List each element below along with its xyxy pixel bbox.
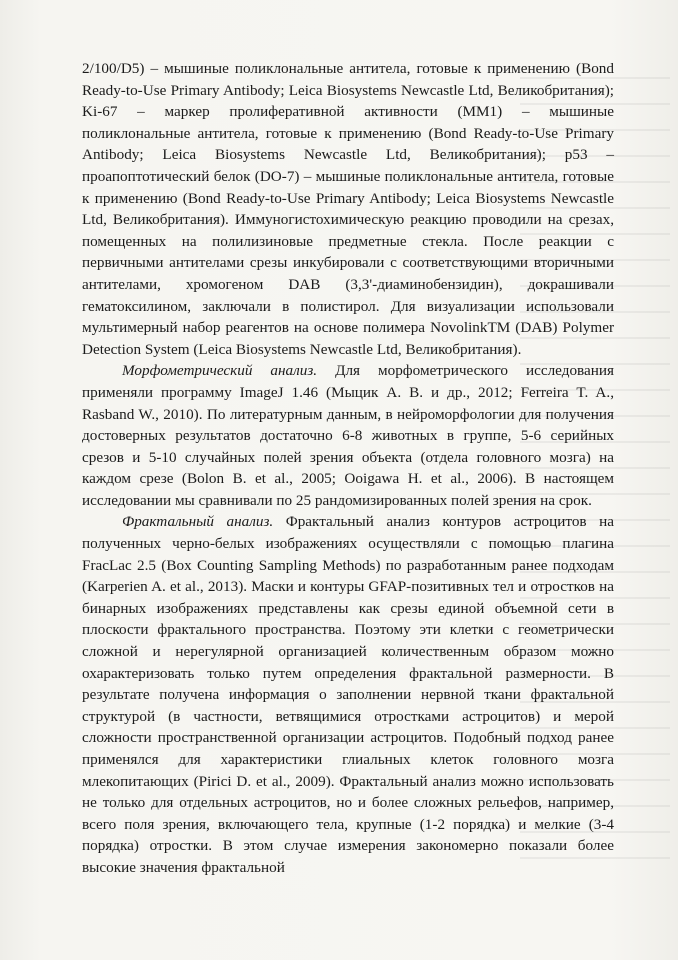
section-heading-fractal: Фрактальный анализ. (122, 513, 274, 531)
paragraph-fractal-analysis (82, 511, 614, 878)
paragraph-fractal-text: Фрактальный анализ контуров астроцитов на полученных черно-белых изображениях осуществляли с помощью плагина FracLac 2.5 (Box Counting Sampling Methods) по разработанным ранее подходам (Karperien A. et al., 2013). Маски и контуры GFAP-позитивных тел и отростков на бинарных изображениях представлены как срезы единой объемной сети в плоскости фрактального пространства. Поэтому эти клетки с геометрически сложной и нерегулярной организацией количественным образом можно охарактеризовать только путем определения фрактальной размерности. В результате получена информация о заполнении нервной ткани фрактальной структурой (в частности, ветвящимися отростками астроцитов) и мерой сложности пространственной организации астроцитов. Подобный подход ранее применялся для характеристики глиальных клеток головного мозга млекопитающих (Pirici D. et al., 2009). Фрактальный анализ можно использовать не только для отдельных астроцитов, но и более сложных рельефов, например, всего поля зрения, включающего тела, крупные (1-2 порядка) и мелкие (3-4 порядка) отростки. В этом случае измерения закономерно показали более высокие значения фрактальной (82, 513, 614, 876)
document-body (82, 58, 614, 879)
paragraph-morphometric-text: Для морфометрического исследования применяли программу ImageJ 1.46 (Мыцик А. В. и др., 2012; Ferreira T. A., Rasband W., 2010). По литературным данным, в нейроморфологии для получения достоверных результатов достаточно 6-8 животных в группе, 5-6 серийных срезов и 5-10 случайных полей зрения объекта (отдела головного мозга) на каждом срезе (Bolon B. et al., 2005; Ooigawa H. et al., 2006). В настоящем исследовании мы сравнивали по 25 рандомизированных полей зрения на срок. (82, 362, 614, 509)
paragraph-morphometric-analysis (82, 360, 614, 511)
section-heading-morphometric: Морфометрический анализ. (122, 362, 318, 380)
paragraph-antibodies: 2/100/D5) – мышиные поликлональные антитела, готовые к применению (Bond Ready-to-Use Primary Antibody; Leica Biosystems Newcastle Ltd, Великобритания); Ki-67 – маркер пролиферативной активности (MM1) – мышиные поликлональные антитела, готовые к применению (Bond Ready-to-Use Primary Antibody; Leica Biosystems Newcastle Ltd, Великобритания); p53 – проапоптотический белок (DO-7) – мышиные поликлональные антитела, готовые к применению (Bond Ready-to-Use Primary Antibody; Leica Biosystems Newcastle Ltd, Великобритания). Иммуногистохимическую реакцию проводили на срезах, помещенных на полилизиновые предметные стекла. После реакции с первичными антителами срезы инкубировали с соответствующими вторичными антителами, хромогеном DAB (3,3'-диаминобензидин), докрашивали гематоксилином, заключали в полистирол. Для визуализации использовали мультимерный набор реагентов на основе полимера NovolinkTM (DAB) Polymer Detection System (Leica Biosystems Newcastle Ltd, Великобритания). (82, 60, 614, 358)
